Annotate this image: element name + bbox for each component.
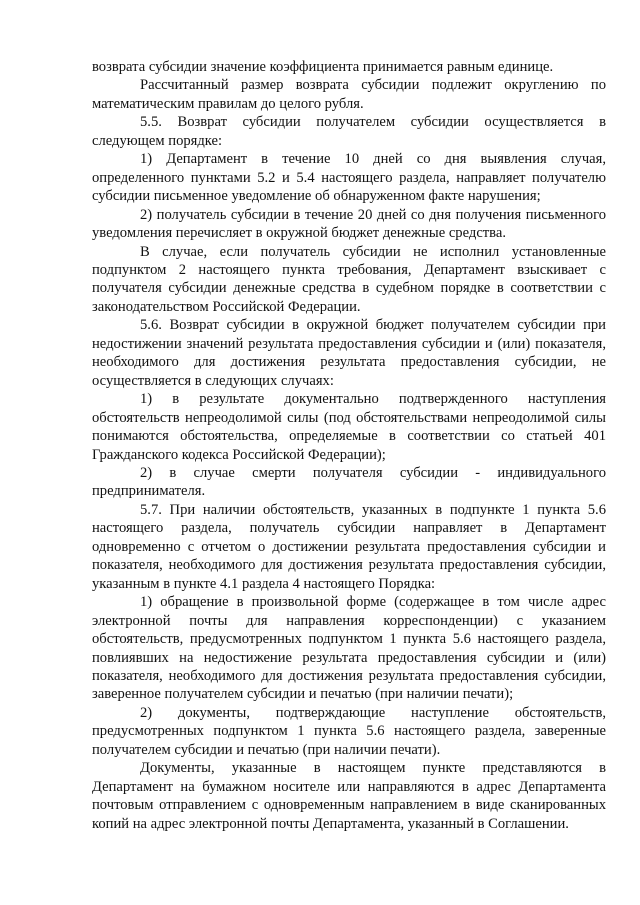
paragraph-5-5: 5.5. Возврат субсидии получателем субсидии осуществляется в следующем порядке: — [92, 114, 606, 149]
paragraph-5-5-recovery: В случае, если получатель субсидии не исполнил установленные подпунктом 2 настоящего пункта требования, Департамент взыскивает с получателя субсидии денежные средства в судебном порядке в соответствии с законодательством Российской Федерации. — [92, 243, 606, 315]
paragraph-5-5-item-1: 1) Департамент в течение 10 дней со дня выявления случая, определенного пунктами 5.2 и 5.4 настоящего раздела, направляет получателю субсидии письменное уведомление об обнаруженном факте нарушения; — [92, 151, 606, 205]
paragraph-5-6: 5.6. Возврат субсидии в окружной бюджет получателем субсидии при недостижении значений результата предоставления субсидии и (или) показателя, необходимого для достижения результата предоставления субсидии, не осуществляется в следующих случаях: — [92, 317, 606, 389]
paragraph-5-7-item-1: 1) обращение в произвольной форме (содержащее в том числе адрес электронной почты для направления корреспонденции) с указанием обстоятельств, предусмотренных подпунктом 1 пункта 5.6 настоящего раздела, повлиявших на недостижение результата предоставления субсидии и (или) показателя, необходимого для достижения результата предоставления субсидии, заверенное получателем субсидии и печатью (при наличии печати); — [92, 594, 606, 703]
paragraph-continuation: возврата субсидии значение коэффициента принимается равным единице. — [92, 59, 554, 75]
paragraph-5-7-item-2: 2) документы, подтверждающие наступление обстоятельств, предусмотренных подпунктом 1 пункта 5.6 настоящего раздела, заверенные получателем субсидии и печатью (при наличии печати). — [92, 704, 606, 758]
paragraph-rounding: Рассчитанный размер возврата субсидии подлежит округлению по математическим правилам до целого рубля. — [92, 77, 606, 112]
paragraph-5-7-submission: Документы, указанные в настоящем пункте представляются в Департамент на бумажном носителе или направляются в адрес Департамента почтовым отправлением с одновременным направлением в виде сканированных копий на адрес электронной почты Департамента, указанный в Соглашении. — [92, 760, 606, 832]
paragraph-5-6-item-2: 2) в случае смерти получателя субсидии - индивидуального предпринимателя. — [92, 464, 606, 500]
paragraph-5-6-item-1: 1) в результате документально подтвержденного наступления обстоятельств непреодолимой силы (под обстоятельствами непреодолимой силы понимаются обстоятельства, определяемые в соответствии со статьей 401 Гражданского кодекса Российской Федерации); — [92, 391, 606, 463]
paragraph-5-7: 5.7. При наличии обстоятельств, указанных в подпункте 1 пункта 5.6 настоящего раздела, получатель субсидии направляет в Департамент одновременно с отчетом о достижении результата предоставления субсидии и показателя, необходимого для достижения результата предоставления субсидии, указанным в пункте 4.1 раздела 4 настоящего Порядка: — [92, 501, 606, 592]
paragraph-5-5-item-2: 2) получатель субсидии в течение 20 дней со дня получения письменного уведомления перечисляет в окружной бюджет денежные средства. — [92, 206, 606, 242]
document-page — [92, 58, 606, 833]
